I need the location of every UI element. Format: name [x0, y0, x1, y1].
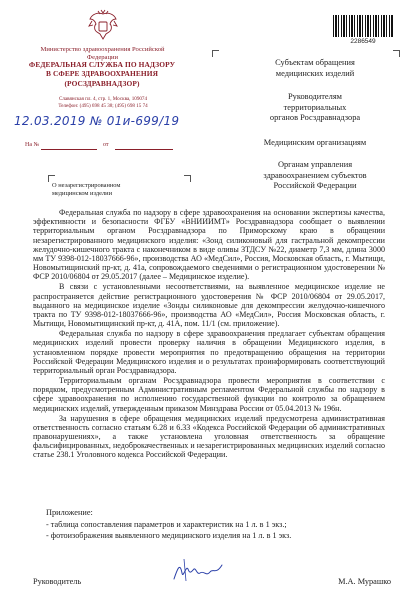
emblem-icon [86, 8, 120, 42]
number-blank [41, 149, 97, 150]
ministry-name: Министерство здравоохранения Российской Федерации [40, 46, 165, 61]
reference-number-line [25, 142, 175, 150]
subject-corner-right [184, 175, 191, 182]
attachment-item: - таблица сопоставления параметров и характеристик на 1 л. в 1 экз.; [46, 520, 287, 529]
body-paragraph: Территориальным органам Росздравнадзора провести мероприятия в соответствии с порядком, предусмотренным Административным регламентом Федеральной службы по надзору в сфере здравоохранения по исполнению государственной функции по контролю за обращением медицинских изделий, утвержденным приказом Минздрава России от 05.04.2013 № 196н. [33, 376, 385, 413]
body-paragraph: В связи с установленными несоответствиями, на выявленное медицинское изделие не распространяется действие регистрационного удостоверения № ФСР 2010/06804 от 29.05.2017, выданного на медицинское изделие «Зонды силиконовые для декомпрессии желудочно-кишечного тракта по ТУ 9398-012-18037666-96», производства АО «МедСил», Россия Московская область, г. Мытищи, Новомытищинский пр-кт, д. 41А, пом. 11/1 (см. приложение). [33, 282, 385, 329]
addressee-block-3: Медицинским организациям [263, 138, 367, 147]
letter-subject: О незарегистрированном медицинском изделии [52, 182, 121, 198]
attachment-item: - фотоизображения выявленного медицинского изделия на 1 л. в 1 экз. [46, 531, 292, 540]
addressee-corner-right [393, 50, 400, 57]
service-name: ФЕДЕРАЛЬНАЯ СЛУЖБА ПО НАДЗОРУ В СФЕРЕ ЗДРАВООХРАНЕНИЯ (РОСЗДРАВНАДЗОР) [28, 60, 176, 88]
barcode [333, 15, 393, 37]
service-address: Славянская пл. 4, стр. 1, Москва, 109074 Телефон: (495) 698 45 38; (495) 698 15 74 [58, 96, 148, 109]
addressee-block-4: Органам управления здравоохранением субъектов Российской Федерации [263, 160, 367, 190]
letter-body [33, 208, 385, 461]
number-label: На № [25, 142, 40, 148]
signatory-position: Руководитель [33, 577, 82, 586]
addressee-block-1: Субъектам обращения медицинских изделий [275, 58, 355, 78]
from-label: от [103, 142, 109, 148]
handwritten-reference: 12.03.2019 № 01и-699/19 [14, 114, 180, 128]
subject-corner-left [48, 175, 55, 182]
handwritten-signature [170, 555, 230, 585]
date-blank [115, 149, 173, 150]
body-paragraph: Федеральная служба по надзору в сфере здравоохранения на основании экспертизы качества, эффективности и безопасности ФГБУ «ВНИИИМТ» Росздравнадзора сообщает о выявлении территориальным органом Росздравнадзора по Приморскому краю в обращении незарегистрированного медицинского изделия: «Зонд силиконовый для гастральной декомпрессии желудочно-кишечного тракта с наконечником в виде оливы ЗТДСУ №22, диаметр 7,3 мм, длина 3000 мм ТУ 9398-012-18037666-96», производства АО «МедСил», Россия, Московская область, г. Мытищи, Новомытищинский пр-кт, д. 41а, сопровождаемого сведениями о регистрационном удостоверении № ФСР 2010/06804 от 29.05.2017 (далее – Медицинское изделие). [33, 208, 385, 282]
attachments-label: Приложение: [46, 508, 93, 517]
body-paragraph: За нарушения в сфере обращения медицинских изделий предусмотрена административная ответственность согласно статьям 6.28 и 6.33 «Кодекса Российской Федерации об административных правонарушениях», а также установлена уголовная ответственность за обращение фальсифицированных, недоброкачественных и незарегистрированных медицинских изделий согласно статье 238.1 Уголовного кодекса Российской Федерации. [33, 413, 385, 460]
addressee-block-2: Руководителям территориальных органов Росздравнадзора [269, 92, 361, 122]
addressee-corner-left [212, 50, 219, 57]
body-paragraph: Федеральная служба по надзору в сфере здравоохранения предлагает субъектам обращения медицинских изделий провести проверку наличия в обращении Медицинского изделия, в установленном порядке провести мероприятия по предотвращению обращения на территории Российской Федерации Медицинского изделия и о результатах проинформировать соответствующий территориальный орган Росздравнадзора. [33, 329, 385, 375]
signatory-name: М.А. Мурашко [338, 577, 391, 586]
barcode-number: 2286549 [350, 38, 376, 45]
